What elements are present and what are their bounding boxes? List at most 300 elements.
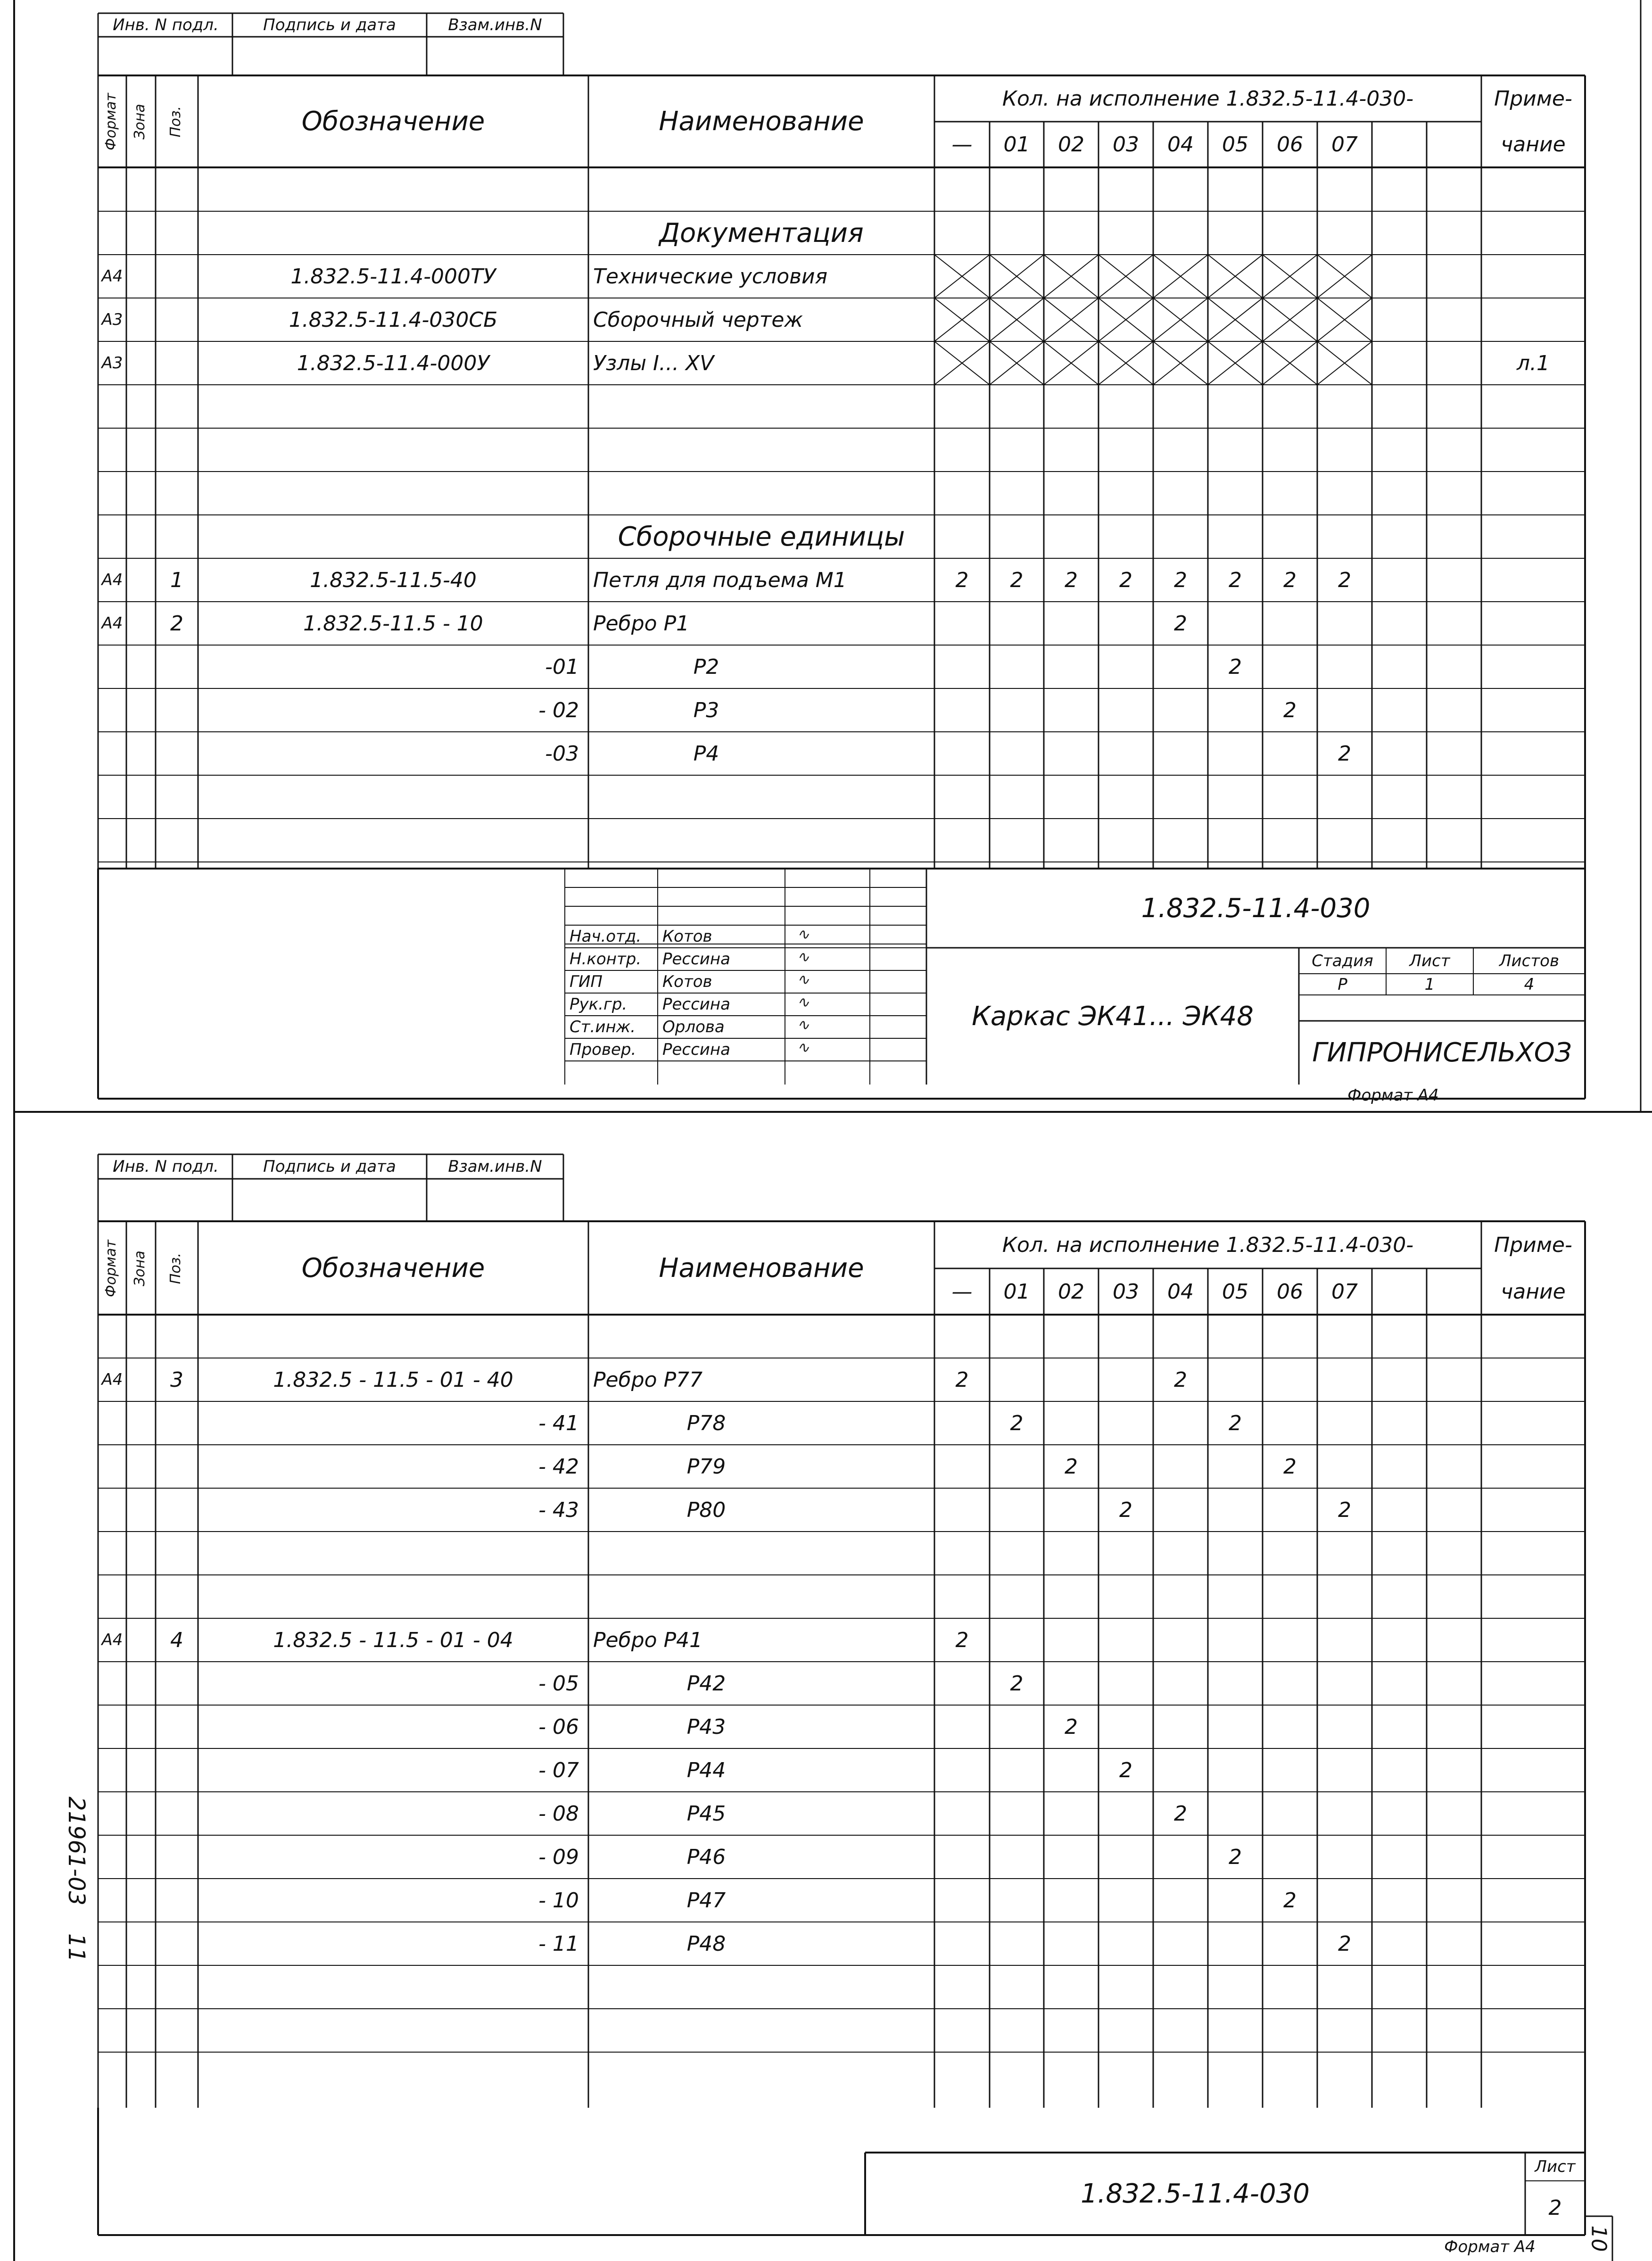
row-format — [98, 1705, 126, 1748]
qty-cell — [1263, 1532, 1317, 1575]
row-format: А4 — [101, 267, 123, 286]
qty-cell — [1208, 1618, 1263, 1662]
qty-cell — [1099, 732, 1153, 775]
row-name: Р2 — [693, 654, 719, 679]
row-designation: -03 — [545, 741, 579, 766]
role-name: Рессина — [662, 950, 730, 969]
row-format: А3 — [101, 310, 123, 329]
row-pos — [156, 1835, 198, 1879]
header-note: чание — [1501, 1279, 1566, 1304]
stamp-inv-no: Инв. N подл. — [113, 16, 219, 34]
qty-cell — [1044, 1358, 1099, 1401]
qty-cell — [990, 1792, 1044, 1835]
qty-cell: 2 — [1174, 611, 1187, 636]
header-note: чание — [1501, 133, 1566, 157]
qty-cell — [1099, 602, 1153, 645]
qty-cell — [1263, 1835, 1317, 1879]
header-note: Приме- — [1494, 1233, 1572, 1257]
stage-label: Стадия — [1312, 951, 1373, 970]
row-name: Ребро Р1 — [593, 611, 690, 636]
row-designation: 1.832.5-11.4-030СБ — [289, 307, 498, 332]
row-designation: 1.832.5-11.4-000ТУ — [290, 264, 496, 289]
qty-cell — [990, 645, 1044, 688]
qty-cell — [1317, 645, 1372, 688]
header-variant: 05 — [1222, 1279, 1248, 1304]
qty-cell — [990, 1488, 1044, 1532]
qty-cell — [1153, 1922, 1208, 1965]
qty-cell: 2 — [1174, 1801, 1187, 1826]
row-name: Р48 — [686, 1931, 726, 1956]
row-pos: 1 — [170, 568, 183, 592]
qty-cell — [934, 1705, 990, 1748]
row-name: Р79 — [686, 1454, 726, 1479]
row-pos — [156, 1792, 198, 1835]
header-variant: 01 — [1003, 133, 1030, 157]
qty-cell — [990, 732, 1044, 775]
signature-mark: ∿ — [797, 993, 809, 1011]
role-name: Котов — [662, 927, 712, 946]
qty-cell — [1044, 1575, 1099, 1618]
qty-cell — [1044, 1792, 1099, 1835]
row-name: Р43 — [686, 1714, 726, 1739]
qty-cell: 2 — [1338, 741, 1351, 766]
qty-cell: 2 — [1229, 1411, 1242, 1435]
qty-cell — [1208, 1358, 1263, 1401]
qty-cell — [1263, 1488, 1317, 1532]
qty-cell — [990, 1835, 1044, 1879]
qty-cell — [990, 688, 1044, 732]
qty-cell — [1044, 1662, 1099, 1705]
qty-cell — [1208, 1748, 1263, 1792]
row-pos — [156, 732, 198, 775]
header-name: Наименование — [659, 1252, 864, 1284]
qty-cell — [1153, 645, 1208, 688]
qty-cell — [934, 1532, 990, 1575]
qty-cell — [990, 602, 1044, 645]
row-designation: - 09 — [538, 1845, 579, 1869]
organization-name: ГИПРОНИСЕЛЬХОЗ — [1312, 1037, 1572, 1068]
qty-cell — [934, 688, 990, 732]
qty-cell — [1153, 1879, 1208, 1922]
row-designation: -01 — [545, 654, 579, 679]
qty-cell — [1099, 1879, 1153, 1922]
header-variant: — — [951, 1279, 973, 1304]
row-name: Р44 — [686, 1758, 726, 1782]
qty-cell: 2 — [1010, 1411, 1024, 1435]
qty-cell: 2 — [1229, 568, 1242, 592]
row-format: А4 — [101, 1370, 123, 1389]
row-name: Р3 — [693, 698, 719, 722]
qty-cell — [1263, 1401, 1317, 1445]
row-pos — [156, 1922, 198, 1965]
qty-cell: 2 — [1119, 1758, 1132, 1782]
qty-cell — [1208, 1532, 1263, 1575]
qty-cell — [990, 1532, 1044, 1575]
row-name: Р46 — [686, 1845, 726, 1869]
row-pos — [156, 1488, 198, 1532]
row-pos — [156, 1532, 198, 1575]
signature-mark: ∿ — [797, 948, 809, 966]
qty-cell: 2 — [1283, 1888, 1297, 1913]
qty-cell — [1263, 1705, 1317, 1748]
qty-cell — [1099, 1358, 1153, 1401]
row-designation: - 10 — [538, 1888, 579, 1913]
corner-number: 10 — [1586, 2225, 1611, 2252]
qty-cell — [934, 1922, 990, 1965]
qty-cell — [1317, 1792, 1372, 1835]
row-designation: - 41 — [538, 1411, 579, 1435]
qty-cell — [1099, 1662, 1153, 1705]
qty-cell — [1208, 1445, 1263, 1488]
row-designation: 1.832.5 - 11.5 - 01 - 40 — [273, 1367, 513, 1392]
qty-cell — [1317, 602, 1372, 645]
qty-cell: 2 — [955, 568, 969, 592]
title-doc-number: 1.832.5-11.4-030 — [1141, 893, 1371, 924]
row-designation: 1.832.5 - 11.5 - 01 - 04 — [273, 1628, 513, 1652]
sheet-value: 1 — [1424, 975, 1435, 994]
row-name: Р47 — [686, 1888, 726, 1913]
header-variant: 06 — [1277, 133, 1303, 157]
row-designation — [198, 1532, 588, 1575]
qty-cell: 2 — [1119, 1498, 1132, 1522]
signature-mark: ∿ — [797, 1016, 809, 1034]
qty-cell — [1208, 1879, 1263, 1922]
qty-cell: 2 — [955, 1628, 969, 1652]
qty-cell — [1044, 645, 1099, 688]
format-note: Формат А4 — [1347, 1085, 1439, 1105]
row-name — [588, 1532, 824, 1575]
row-format — [98, 688, 126, 732]
side-number: 11 — [63, 1933, 90, 1963]
product-name: Каркас ЭК41... ЭК48 — [972, 1001, 1254, 1032]
qty-cell: 2 — [1283, 568, 1297, 592]
row-designation: - 42 — [538, 1454, 579, 1479]
qty-cell — [990, 1618, 1044, 1662]
header-zone: Зона — [132, 104, 148, 140]
qty-cell — [1044, 602, 1099, 645]
role-label: Нач.отд. — [570, 927, 642, 946]
role-label: Провер. — [570, 1040, 636, 1059]
header-variant: 04 — [1167, 1279, 1194, 1304]
qty-cell — [1153, 1445, 1208, 1488]
row-designation: 1.832.5-11.5 - 10 — [303, 611, 483, 636]
row-name — [588, 1575, 824, 1618]
qty-cell — [1099, 1705, 1153, 1748]
qty-cell — [1153, 1705, 1208, 1748]
qty-cell — [1044, 1835, 1099, 1879]
row-format — [98, 645, 126, 688]
qty-cell — [1153, 688, 1208, 732]
qty-cell — [1208, 732, 1263, 775]
qty-cell — [1208, 1662, 1263, 1705]
row-name: Ребро Р77 — [593, 1367, 703, 1392]
row-format: А4 — [101, 571, 123, 589]
qty-cell: 2 — [1010, 1671, 1024, 1696]
row-format: А4 — [101, 1631, 123, 1649]
side-code: 21961-03 — [63, 1797, 90, 1906]
qty-cell — [1044, 1532, 1099, 1575]
qty-cell — [1044, 1879, 1099, 1922]
row-pos — [156, 688, 198, 732]
row-format: А4 — [101, 614, 123, 633]
qty-cell — [1263, 1618, 1317, 1662]
qty-cell — [1153, 732, 1208, 775]
row-note — [1481, 255, 1585, 298]
qty-cell: 2 — [1338, 1931, 1351, 1956]
row-designation: - 02 — [538, 698, 579, 722]
row-format — [98, 1662, 126, 1705]
qty-cell — [1317, 1705, 1372, 1748]
qty-cell — [934, 1445, 990, 1488]
qty-cell — [1153, 1748, 1208, 1792]
row-name: Р45 — [686, 1801, 726, 1826]
stamp-vzam-inv: Взам.инв.N — [448, 1157, 542, 1176]
qty-cell — [1099, 1401, 1153, 1445]
qty-cell — [1044, 1748, 1099, 1792]
row-pos — [156, 645, 198, 688]
qty-cell: 2 — [1338, 1498, 1351, 1522]
row-designation: - 11 — [538, 1931, 579, 1956]
qty-cell — [1099, 1792, 1153, 1835]
row-format — [98, 1792, 126, 1835]
row-pos: 4 — [170, 1628, 183, 1652]
qty-cell — [1317, 1618, 1372, 1662]
row-name: Узлы I... XV — [593, 351, 714, 375]
row-name: Р78 — [686, 1411, 726, 1435]
header-designation: Обозначение — [301, 1252, 485, 1284]
sheet-label: Лист — [1535, 2157, 1576, 2176]
row-pos — [156, 1401, 198, 1445]
qty-cell — [1208, 1575, 1263, 1618]
qty-cell — [1208, 1488, 1263, 1532]
row-pos — [156, 1748, 198, 1792]
qty-cell — [1153, 1532, 1208, 1575]
qty-cell — [990, 1358, 1044, 1401]
qty-cell — [1317, 1575, 1372, 1618]
qty-cell — [1317, 1358, 1372, 1401]
header-variant: 07 — [1331, 1279, 1358, 1304]
row-designation: 1.832.5-11.4-000У — [297, 351, 490, 375]
qty-cell — [1317, 1748, 1372, 1792]
qty-cell — [1099, 1835, 1153, 1879]
row-pos — [156, 1575, 198, 1618]
qty-cell: 2 — [1174, 568, 1187, 592]
qty-cell: 2 — [1229, 1845, 1242, 1869]
row-format — [98, 1835, 126, 1879]
stage-value: Р — [1338, 975, 1347, 994]
row-name: Р80 — [686, 1498, 726, 1522]
header-format: Формат — [103, 1240, 119, 1297]
qty-cell — [1263, 732, 1317, 775]
qty-cell — [1044, 688, 1099, 732]
row-designation — [198, 1575, 588, 1618]
qty-cell — [934, 645, 990, 688]
qty-cell — [1044, 1922, 1099, 1965]
header-variant: 06 — [1277, 1279, 1303, 1304]
row-format: А3 — [101, 354, 123, 373]
header-variant: 05 — [1222, 133, 1248, 157]
qty-cell — [934, 1835, 990, 1879]
qty-cell — [1208, 602, 1263, 645]
role-label: ГИП — [570, 972, 603, 991]
qty-cell — [1263, 1662, 1317, 1705]
role-label: Н.контр. — [570, 950, 642, 969]
qty-cell — [1099, 645, 1153, 688]
row-designation: 1.832.5-11.5-40 — [310, 568, 477, 592]
row-designation: - 06 — [538, 1714, 579, 1739]
qty-cell: 2 — [1119, 568, 1132, 592]
qty-cell — [990, 1748, 1044, 1792]
signature-mark: ∿ — [797, 970, 809, 988]
qty-cell — [1208, 1792, 1263, 1835]
qty-cell — [1263, 602, 1317, 645]
header-variant: 03 — [1113, 1279, 1139, 1304]
row-format — [98, 1488, 126, 1532]
qty-cell — [934, 1401, 990, 1445]
header-qty: Кол. на исполнение 1.832.5-11.4-030- — [1002, 86, 1414, 111]
qty-cell — [1099, 1445, 1153, 1488]
role-label: Рук.гр. — [570, 995, 628, 1014]
qty-cell — [990, 1879, 1044, 1922]
qty-cell — [934, 1662, 990, 1705]
qty-cell: 2 — [1229, 654, 1242, 679]
row-pos — [156, 1445, 198, 1488]
header-name: Наименование — [659, 106, 864, 137]
qty-cell — [990, 1922, 1044, 1965]
row-format — [98, 1879, 126, 1922]
qty-cell — [1099, 1922, 1153, 1965]
qty-cell — [1263, 645, 1317, 688]
section-documents: Документация — [659, 217, 864, 248]
qty-cell — [1208, 1922, 1263, 1965]
row-pos: 3 — [170, 1367, 183, 1392]
header-variant: 03 — [1113, 133, 1139, 157]
header-variant: 02 — [1058, 133, 1084, 157]
qty-cell: 2 — [1065, 1714, 1078, 1739]
row-format — [98, 1401, 126, 1445]
row-note: л.1 — [1516, 351, 1550, 375]
row-name: Технические условия — [593, 264, 828, 289]
role-label: Ст.инж. — [570, 1018, 636, 1036]
role-name: Рессина — [662, 995, 730, 1014]
qty-cell — [1317, 1835, 1372, 1879]
qty-cell — [934, 1748, 990, 1792]
header-variant: 01 — [1003, 1279, 1030, 1304]
row-note — [1481, 298, 1585, 341]
section-assemblies: Сборочные единицы — [618, 521, 905, 552]
qty-cell: 2 — [955, 1367, 969, 1392]
signature-mark: ∿ — [797, 925, 809, 943]
qty-cell — [1208, 688, 1263, 732]
row-name: Ребро Р41 — [593, 1628, 703, 1652]
qty-cell — [1263, 1358, 1317, 1401]
header-variant: 04 — [1167, 133, 1194, 157]
qty-cell — [1263, 1922, 1317, 1965]
row-name: Р42 — [686, 1671, 726, 1696]
role-name: Рессина — [662, 1040, 730, 1059]
title-doc-number: 1.832.5-11.4-030 — [1081, 2178, 1310, 2209]
stamp-signature-date: Подпись и дата — [263, 1157, 396, 1176]
qty-cell — [1044, 1618, 1099, 1662]
row-designation: - 43 — [538, 1498, 579, 1522]
qty-cell — [1317, 1445, 1372, 1488]
qty-cell — [1153, 1575, 1208, 1618]
qty-cell — [1099, 1532, 1153, 1575]
row-name: Петля для подъема М1 — [593, 568, 847, 592]
row-pos — [156, 1662, 198, 1705]
header-variant: — — [951, 133, 973, 157]
row-designation: - 08 — [538, 1801, 579, 1826]
signature-mark: ∿ — [797, 1038, 809, 1056]
row-format — [98, 1445, 126, 1488]
sheets-label: Листов — [1499, 951, 1559, 970]
qty-cell — [990, 1445, 1044, 1488]
qty-cell — [1153, 1835, 1208, 1879]
role-name: Орлова — [662, 1018, 725, 1036]
header-variant: 07 — [1331, 133, 1358, 157]
row-designation: - 05 — [538, 1671, 579, 1696]
qty-cell — [1044, 1401, 1099, 1445]
qty-cell — [1208, 1705, 1263, 1748]
row-format — [98, 1748, 126, 1792]
row-name: Сборочный чертеж — [593, 307, 803, 332]
qty-cell — [1099, 1575, 1153, 1618]
header-pos: Поз. — [167, 1252, 184, 1284]
qty-cell: 2 — [1283, 698, 1297, 722]
qty-cell — [934, 602, 990, 645]
qty-cell — [1263, 1792, 1317, 1835]
qty-cell — [1317, 1401, 1372, 1445]
qty-cell: 2 — [1065, 568, 1078, 592]
row-pos: 2 — [170, 611, 183, 636]
qty-cell — [1099, 688, 1153, 732]
qty-cell — [1044, 732, 1099, 775]
qty-cell: 2 — [1010, 568, 1024, 592]
row-pos — [156, 1705, 198, 1748]
row-format — [98, 732, 126, 775]
header-designation: Обозначение — [301, 106, 485, 137]
qty-cell — [1153, 1662, 1208, 1705]
sheets-value: 4 — [1524, 975, 1535, 994]
header-note: Приме- — [1494, 86, 1572, 111]
row-format — [98, 1532, 126, 1575]
row-format — [98, 1922, 126, 1965]
header-qty: Кол. на исполнение 1.832.5-11.4-030- — [1002, 1233, 1414, 1257]
stamp-signature-date: Подпись и дата — [263, 16, 396, 34]
format-note: Формат А4 — [1444, 2237, 1536, 2256]
qty-cell — [1099, 1618, 1153, 1662]
qty-cell — [1044, 1488, 1099, 1532]
qty-cell: 2 — [1174, 1367, 1187, 1392]
qty-cell — [1317, 688, 1372, 732]
qty-cell — [1153, 1618, 1208, 1662]
qty-cell — [1317, 1662, 1372, 1705]
header-zone: Зона — [132, 1251, 148, 1286]
qty-cell — [934, 1879, 990, 1922]
stamp-vzam-inv: Взам.инв.N — [448, 16, 542, 34]
qty-cell — [1317, 1879, 1372, 1922]
header-pos: Поз. — [167, 106, 184, 138]
qty-cell: 2 — [1338, 568, 1351, 592]
qty-cell — [1263, 1748, 1317, 1792]
qty-cell — [934, 1488, 990, 1532]
qty-cell: 2 — [1065, 1454, 1078, 1479]
sheet-value: 2 — [1548, 2196, 1562, 2220]
qty-cell — [1317, 1532, 1372, 1575]
header-variant: 02 — [1058, 1279, 1084, 1304]
qty-cell — [990, 1705, 1044, 1748]
role-name: Котов — [662, 972, 712, 991]
